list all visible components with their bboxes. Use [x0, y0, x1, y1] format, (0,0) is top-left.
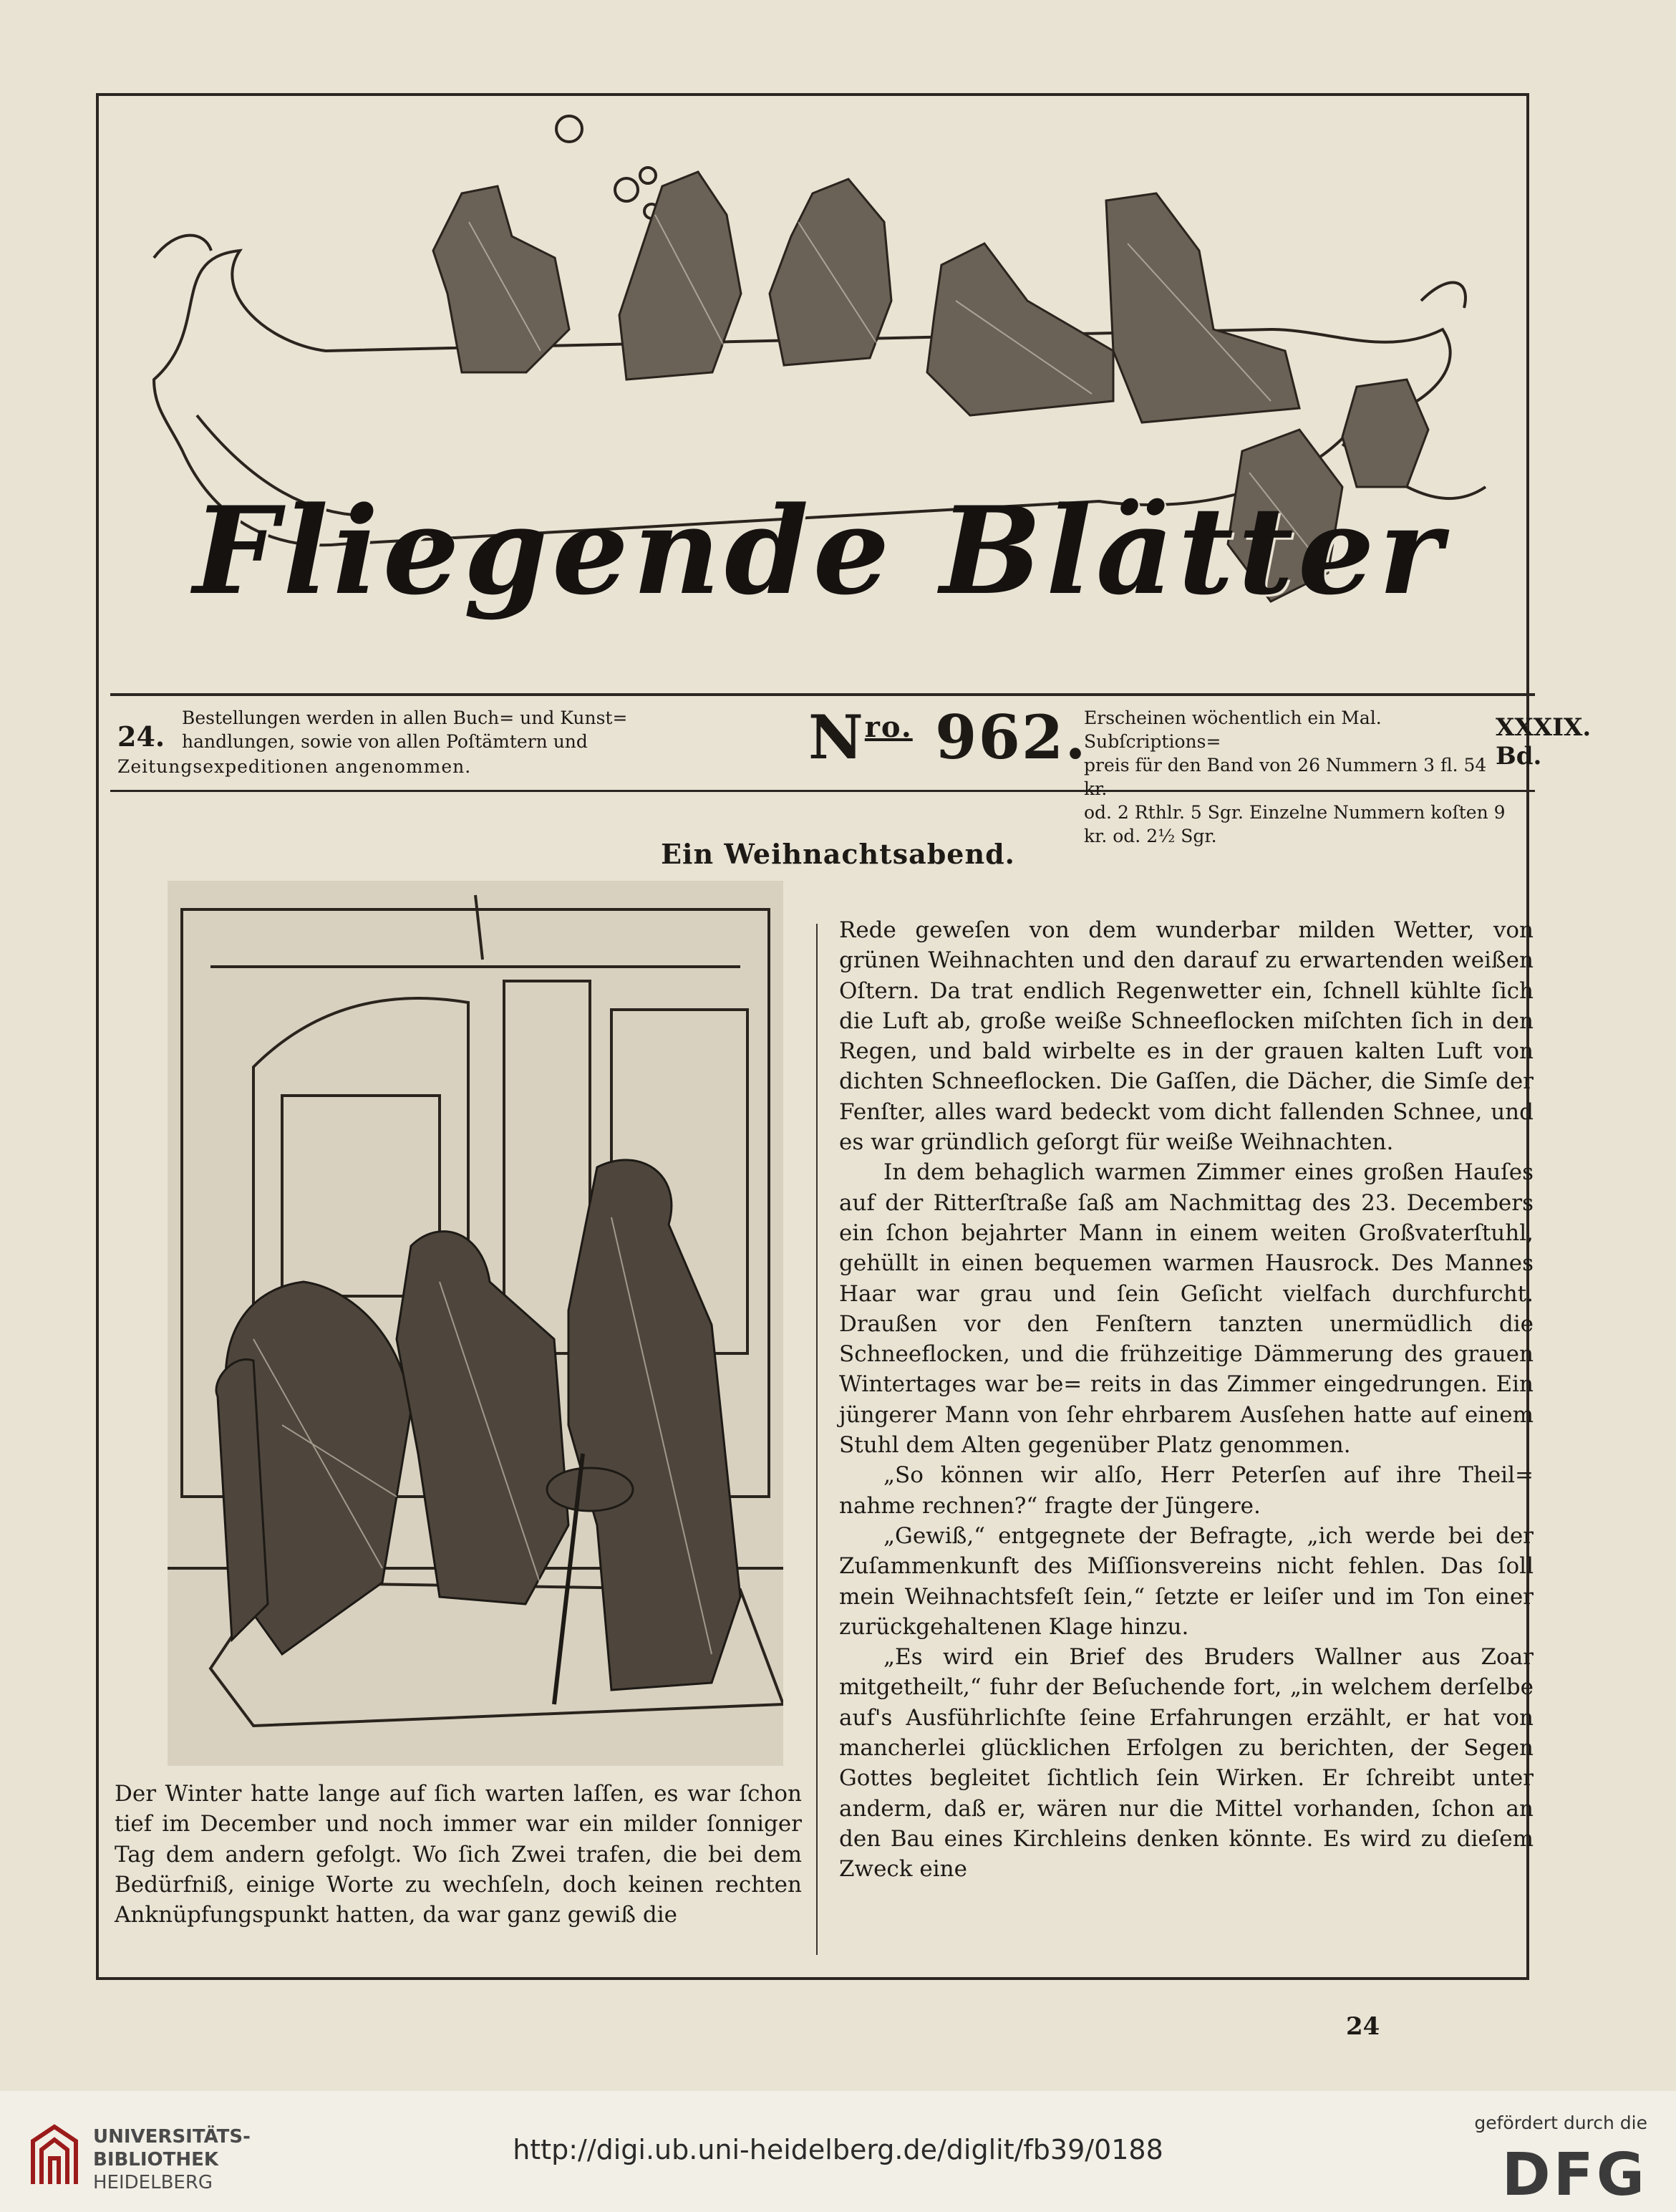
paragraph: „Gewiß,“ entgegnete der Befragte, „ich werde bei der Zuſammenkunft des Miſſionsvereins nicht fehlen. Das ſoll mein Weihnachtsfeſt ſein,“ ſetzte er leiſer und im Ton einer zurückgehaltenen Klage hinzu. [839, 1522, 1534, 1640]
column-divider [816, 924, 818, 1955]
viewer-footer [0, 2091, 1676, 2212]
paragraph: Rede geweſen von dem wunderbar milden Wetter, von grünen Weihnachten und den darauf zu erwartenden weißen Oſtern. Da trat endlich Regenwetter ein, ſchnell kühlte ſich die Luft ab, große weiße Schneeflocken miſchten ſich in den Regen, und bald wirbelte es in der grauen kalten Luft von dichten Schneeflocken. Die Gaſſen, die Dächer, die Simſe der Fenſter, alles ward bedeckt vom dicht fallenden Schnee, und es war gründlich geſorgt für weiße Weihnachten. [839, 917, 1534, 1156]
issue-strip [110, 693, 1592, 846]
order-info [182, 706, 769, 753]
paragraph: „Es wird ein Brief des Bruders Wallner aus Zoar mitgetheilt,“ fuhr der Beſuchende fort, „in welchem derſelbe auf's Ausführlichſte ſeine Erfahrungen erzählt, er hat von mancherlei glücklichen Erfolgen zu berichten, der Segen Gottes begleitet ſichtlich ſein Wirken. Er ſchreibt unter anderm, daß er, wären nur die Mittel vorhanden, ſchon an den Bau eines Kirchleins denken könnte. Es wird zu dieſem Zweck eine [839, 1644, 1534, 1883]
article-text-right [839, 915, 1534, 1885]
source-url-link[interactable]: http://digi.ub.uni-heidelberg.de/diglit/fb39/0188 [513, 2134, 1163, 2165]
order-info-line: Zeitungsexpeditionen angenommen. [117, 756, 472, 777]
masthead-title: Fliegende Blätter [193, 480, 1447, 622]
article-illustration [168, 881, 783, 1766]
order-info-line: handlungen, sowie von allen Poſtämtern und [182, 731, 588, 752]
issue-number [808, 702, 1088, 773]
subscription-info [1084, 706, 1513, 848]
issue-prefix: N [808, 702, 865, 773]
article-title: Ein Weihnachtsabend. [661, 838, 1015, 870]
issue-suffix: ro. [864, 710, 913, 744]
subscription-line: preis für den Band von 26 Nummern 3 fl. 54 kr. [1084, 755, 1487, 799]
paragraph: „So können wir alſo, Herr Peterſen auf ihre Theil= nahme rechnen?“ fragte der Jüngere. [839, 1462, 1534, 1519]
issue-value: 962. [935, 702, 1088, 773]
paragraph: In dem behaglich warmen Zimmer eines großen Hauſes auf der Ritterſtraße ſaß am Nachmittag des 23. Decembers ein ſchon bejahrter Mann in einem weiten Großvaterſtuhl, gehüllt in einen bequemen warmen Hausrock. Des Mannes Haar war grau und ſein Geſicht vielfach durchfurcht. Draußen vor den Fenſtern tanzten unermüdlich die Schneeflocken, und die frühzeitige Dämmerung des grauen Wintertages war be= reits in das Zimmer eingedrungen. Ein jüngerer Mann von ſehr ehrbarem Ausſehen hatte auf einem Stuhl dem Alten gegenüber Platz genommen. [839, 1159, 1534, 1459]
masthead [125, 115, 1514, 680]
dfg-logo[interactable]: DFG [1501, 2141, 1647, 2209]
subscription-line: od. 2 Rthlr. 5 Sgr. Einzelne Nummern koſten 9 kr. od. 2½ Sgr. [1084, 802, 1506, 846]
engraving-three-men [168, 881, 783, 1766]
subscription-line: Erscheinen wöchentlich ein Mal. Subſcriptions= [1084, 707, 1382, 752]
university-name-line: UNIVERSITÄTS- [93, 2126, 251, 2148]
page-number: 24 [1346, 2012, 1380, 2041]
university-name-line: HEIDELBERG [93, 2172, 213, 2193]
article-text-left: Der Winter hatte lange auf ſich warten laſſen, es war ſchon tief im December und noch immer war ein milder ſonniger Tag dem andern gefolgt. Wo ſich Zwei trafen, die bei dem Bedürfniß, einige Worte zu wechſeln, doch keinen rechten Anknüpfungspunkt hatten, da war ganz gewiß die [115, 1781, 802, 1928]
volume-number: XXXIX. Bd. [1496, 713, 1592, 771]
issue-page-number: 24. [117, 720, 165, 753]
university-name-line: BIBLIOTHEK [93, 2149, 219, 2170]
funding-label: gefördert durch die [1474, 2112, 1647, 2133]
order-info-line: Bestellungen werden in allen Buch= und Kunst= [182, 707, 628, 728]
